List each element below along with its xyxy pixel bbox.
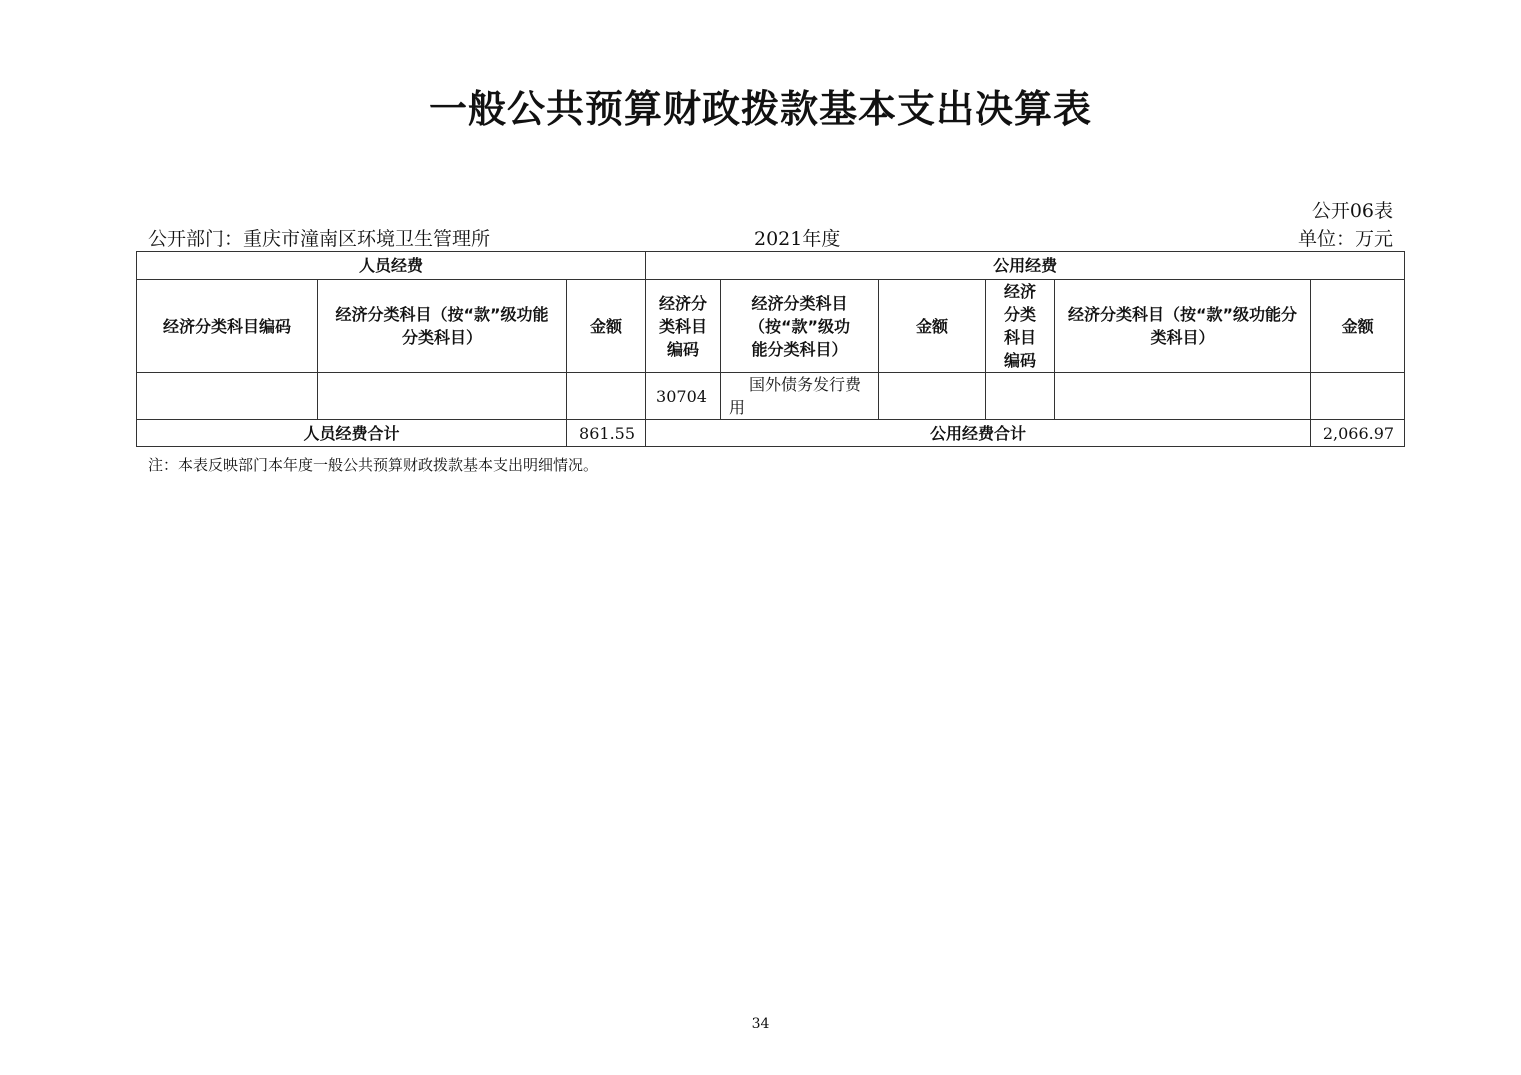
department-label: 公开部门：重庆市潼南区环境卫生管理所	[148, 228, 491, 250]
header-g2-name: 经济分类科目（按“款”级功能分类科目）	[1055, 280, 1311, 373]
footnote: 注：本表反映部门本年度一般公共预算财政拨款基本支出明细情况。	[148, 456, 599, 474]
cell-g1-code: 30704	[646, 373, 721, 420]
cell-g1-amount	[879, 373, 986, 420]
group-personnel: 人员经费	[137, 252, 646, 280]
cell-p-amount	[567, 373, 646, 420]
public-total-value: 2,066.97	[1311, 420, 1405, 447]
cell-p-code	[137, 373, 318, 420]
cell-g2-name	[1055, 373, 1311, 420]
group-header-row	[137, 252, 1405, 280]
unit-label: 单位：万元	[1297, 228, 1393, 250]
table-number: 公开06表	[1311, 200, 1393, 222]
header-g1-name: 经济分类科目（按“款”级功能分类科目）	[721, 280, 879, 373]
cell-p-name	[318, 373, 567, 420]
page-number: 34	[751, 1016, 770, 1032]
expenditure-table	[136, 251, 1405, 447]
header-g2-code: 经济分类科目编码	[986, 280, 1055, 373]
cell-g2-amount	[1311, 373, 1405, 420]
personnel-total-label: 人员经费合计	[137, 420, 567, 447]
table-row	[137, 373, 1405, 420]
header-g1-amount: 金额	[879, 280, 986, 373]
column-header-row	[137, 280, 1405, 373]
public-total-label: 公用经费合计	[646, 420, 1311, 447]
header-g1-code: 经济分类科目编码	[646, 280, 721, 373]
group-public: 公用经费	[646, 252, 1405, 280]
fiscal-year: 2021年度	[754, 228, 841, 250]
personnel-total-value: 861.55	[567, 420, 646, 447]
header-p-amount: 金额	[567, 280, 646, 373]
header-p-code: 经济分类科目编码	[137, 280, 318, 373]
cell-g1-name: 国外债务发行费用	[721, 373, 879, 420]
page-title: 一般公共预算财政拨款基本支出决算表	[428, 87, 1092, 131]
totals-row	[137, 420, 1405, 447]
header-g2-amount: 金额	[1311, 280, 1405, 373]
header-p-name: 经济分类科目（按“款”级功能分类科目）	[318, 280, 567, 373]
cell-g2-code	[986, 373, 1055, 420]
